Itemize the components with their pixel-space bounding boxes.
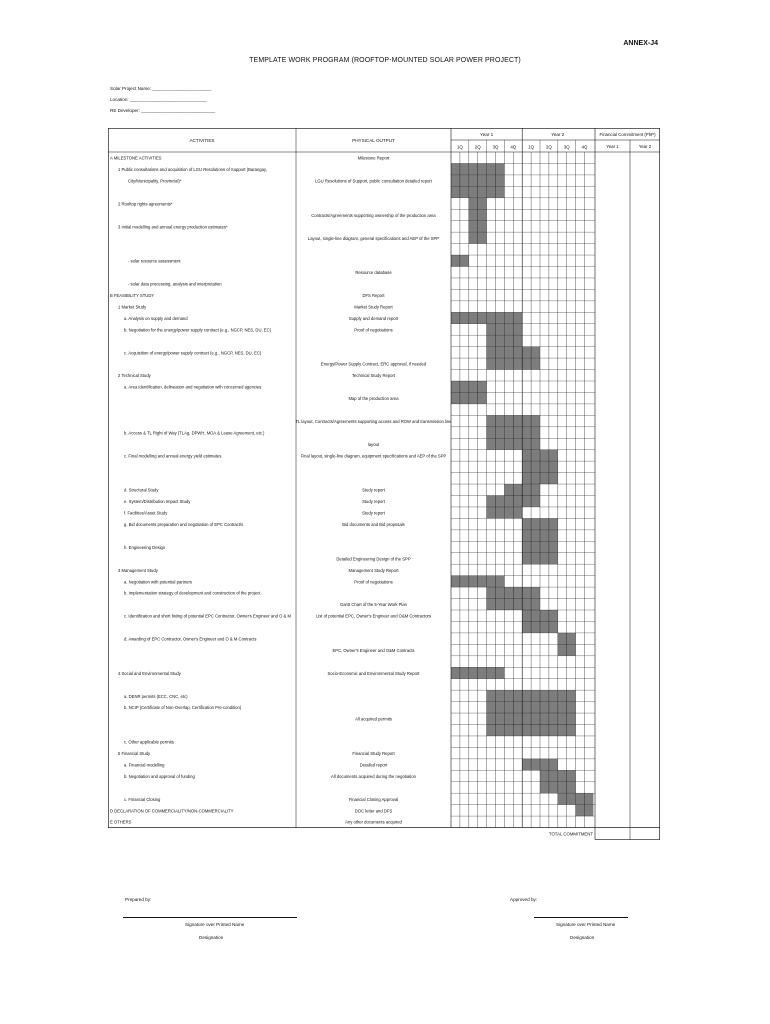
activity-label: 3 Management Study xyxy=(118,567,158,573)
header-quarter: 3Q xyxy=(492,144,499,150)
header-financial-commitment: Financial Commitment (PhP) xyxy=(599,132,656,137)
header-physical-output: PHYSICAL OUTPUT xyxy=(352,138,395,143)
physical-output-label: Market Study Report xyxy=(354,304,393,310)
physical-output-label: Gantt Chart of the 5-Year Work Plan xyxy=(339,602,408,608)
activity-label: g. Bid documents preparation and negotiation of EPC Contract/s xyxy=(124,522,244,527)
activity-label: c. Other applicable permits xyxy=(124,739,174,745)
page-title: TEMPLATE WORK PROGRAM (ROOFTOP-MOUNTED SOLAR POWER PROJECT) xyxy=(249,57,521,64)
header-financial-year-1: Year 1 xyxy=(606,144,619,149)
prepared-signature-label: Signature over Printed Name xyxy=(185,922,245,927)
physical-output-label: layout xyxy=(367,441,380,447)
physical-output-label: EPC, Owner's Engineer and O&M Contracts xyxy=(332,647,415,653)
activity-label: b. NCIP (Certificate of Non-Overlap, Certification Pre-condition) xyxy=(124,705,242,711)
header-quarter: 4Q xyxy=(581,144,588,150)
physical-output-label: Study report xyxy=(362,510,385,516)
header-quarter: 1Q xyxy=(528,144,535,150)
activity-label: - solar resource assessment xyxy=(128,258,181,264)
activity-label: 2 Technical Study xyxy=(118,373,151,379)
approved-signature-line xyxy=(534,917,628,918)
activity-label: c. Financial Closing xyxy=(124,796,161,802)
physical-output-label: Layout, single-line diagram, general specifications and AEP of the SPP xyxy=(307,235,440,241)
activity-label: b. Access & TL Right of Way (TLAg, DPWH, MOA & Lease Agreement, etc.) xyxy=(124,430,265,436)
activity-label: b. Negotiation for the energy/power supply contract (e.g., NGCP, NES, DU, EC) xyxy=(124,327,272,333)
activity-label: c. Final modelling and annual energy yield estimates xyxy=(124,453,222,459)
header-year-1: Year 1 xyxy=(480,132,494,137)
activity-label: 4 Social and Environmental Study xyxy=(118,670,181,676)
physical-output-label: Socio-Economic and Environmental Study Report xyxy=(327,670,420,676)
activity-label: - solar data processing, analysis and interpretation xyxy=(128,281,222,287)
physical-output-label: All documents acquired during the negotiation xyxy=(331,773,416,779)
physical-output-label: Proof of negotiations xyxy=(354,327,393,333)
header-quarter: 3Q xyxy=(563,144,570,150)
activity-label: D DECLARATION OF COMMERCIALITY/NON-COMMERCIALITY xyxy=(110,808,234,814)
activity-label: 1 Public consultations and acquisition of LGU Resolutions of Support (Barangay, xyxy=(118,167,267,173)
physical-output-label: Energy/Power Supply Contract, ERC approval, if needed xyxy=(320,361,427,367)
activity-label: a. Area identification, delineation and negotiation with concerned agencies xyxy=(124,384,262,390)
physical-output-label: Financial Study Report xyxy=(352,751,395,756)
activity-label: B FEASIBILITY STUDY xyxy=(110,293,155,298)
approved-by-label: Approved by: xyxy=(510,897,538,902)
header-financial-year-2: Year 2 xyxy=(638,144,652,149)
physical-output-label: Management Study Report xyxy=(348,567,399,573)
physical-output-label: Final layout, single-line diagram, equipment specifications and AEP of the SPP xyxy=(300,453,447,459)
physical-output-label: Bid documents and Bid proposals xyxy=(342,522,405,527)
project-name-field: Solar Project Name: _______________________ xyxy=(110,86,212,91)
activity-label: c. Acquisition of energy/power supply contract (e.g., NGCP, NES, DU, EC) xyxy=(124,350,262,356)
physical-output-label: Detailed report xyxy=(359,762,388,768)
physical-output-label: Financial Closing Approval xyxy=(348,796,399,802)
activity-label: a. Analysis on supply and demand xyxy=(124,315,188,321)
activity-label: b. Implementation strategy of development and construction of the project xyxy=(124,590,261,596)
activity-label: d. Structural Study xyxy=(124,487,159,493)
re-developer-field: RE Developer: _____________________________ xyxy=(110,108,216,113)
header-quarter: 1Q xyxy=(456,144,463,150)
physical-output-label: All acquired permits xyxy=(355,716,392,722)
location-field: Location: ______________________________ xyxy=(110,97,207,102)
activity-label: City/Municipality, Provincial)* xyxy=(128,178,182,184)
prepared-designation-label: Designation xyxy=(199,935,224,940)
activity-label: 5 Financial Study xyxy=(118,751,151,756)
physical-output-label: Detailed Engineering Design of the SPP xyxy=(336,556,411,562)
physical-output-label: Supply and demand report xyxy=(348,315,399,321)
physical-output-label: Any other documents acquired xyxy=(345,819,402,825)
activity-label: a. Financial modelling xyxy=(124,762,165,768)
activity-label: b. Negotiation and approval of funding xyxy=(124,773,195,779)
header-quarter: 2Q xyxy=(474,144,481,150)
physical-output-label: Map of the production area xyxy=(348,396,399,402)
physical-output-label: Proof of negotiations xyxy=(354,579,393,585)
table-frame xyxy=(108,128,659,827)
header-year-2: Year 2 xyxy=(551,132,565,137)
header-quarter: 2Q xyxy=(545,144,552,150)
activity-label: E OTHERS xyxy=(110,819,132,825)
physical-output-label: Study report xyxy=(362,499,385,505)
physical-output-label: DOC letter and DFS xyxy=(354,808,393,814)
activity-label: 3 Initial modelling and annual energy production estimates* xyxy=(118,224,228,230)
activity-label: e. System/Distribution Impact Study xyxy=(124,499,191,505)
physical-output-label: LGU Resolutions of Support, public consultation detailed report xyxy=(315,178,432,184)
activity-label: a. DENR permits (ECC, CNC, etc) xyxy=(124,693,188,699)
approved-signature-label: Signature over Printed Name xyxy=(556,922,616,927)
physical-output-label: DFS Report xyxy=(362,293,385,298)
activity-label: a. Negotiation with potential partners xyxy=(124,579,192,585)
activity-label: 2 Rooftop rights agreements* xyxy=(118,201,173,207)
prepared-by-label: Prepared by: xyxy=(125,897,152,902)
work-program-table xyxy=(108,128,660,846)
physical-output-label: Resource database xyxy=(355,270,392,276)
physical-output-label: Technical Study Report xyxy=(351,373,396,379)
activity-label: d. Awarding of EPC Contractor, Owner's Engineer and O & M Contracts xyxy=(124,636,257,642)
physical-output-label: Study report xyxy=(362,487,385,493)
header-quarter: 4Q xyxy=(510,144,517,150)
activity-label: A MILESTONE ACTIVITIES xyxy=(110,155,162,161)
header-activities: ACTIVITIES xyxy=(189,138,215,143)
annex-label: ANNEX-J4 xyxy=(623,40,658,47)
physical-output-label: Milestone Report xyxy=(357,155,390,161)
activity-label: 1 Market Study xyxy=(118,304,147,310)
physical-output-label: Contracts/Agreements supporting ownership of the production area xyxy=(311,212,436,218)
activity-label: f. Facilities/Asset Study xyxy=(124,510,168,516)
physical-output-label: TL layout, Contracts/Agreements supporting access and ROW and transmission line xyxy=(295,418,452,424)
total-commitment-label: TOTAL COMMITMENT xyxy=(548,831,593,837)
physical-output-label: List of potential EPC, Owner's Engineer and O&M Contractors xyxy=(315,613,432,619)
approved-designation-label: Designation xyxy=(570,935,595,940)
activity-label: c. Identification and short listing of potential EPC Contractor, Owner's Engineer and O & M xyxy=(124,613,291,619)
activity-label: h. Engineering Design xyxy=(124,544,166,550)
prepared-signature-line xyxy=(123,917,297,918)
